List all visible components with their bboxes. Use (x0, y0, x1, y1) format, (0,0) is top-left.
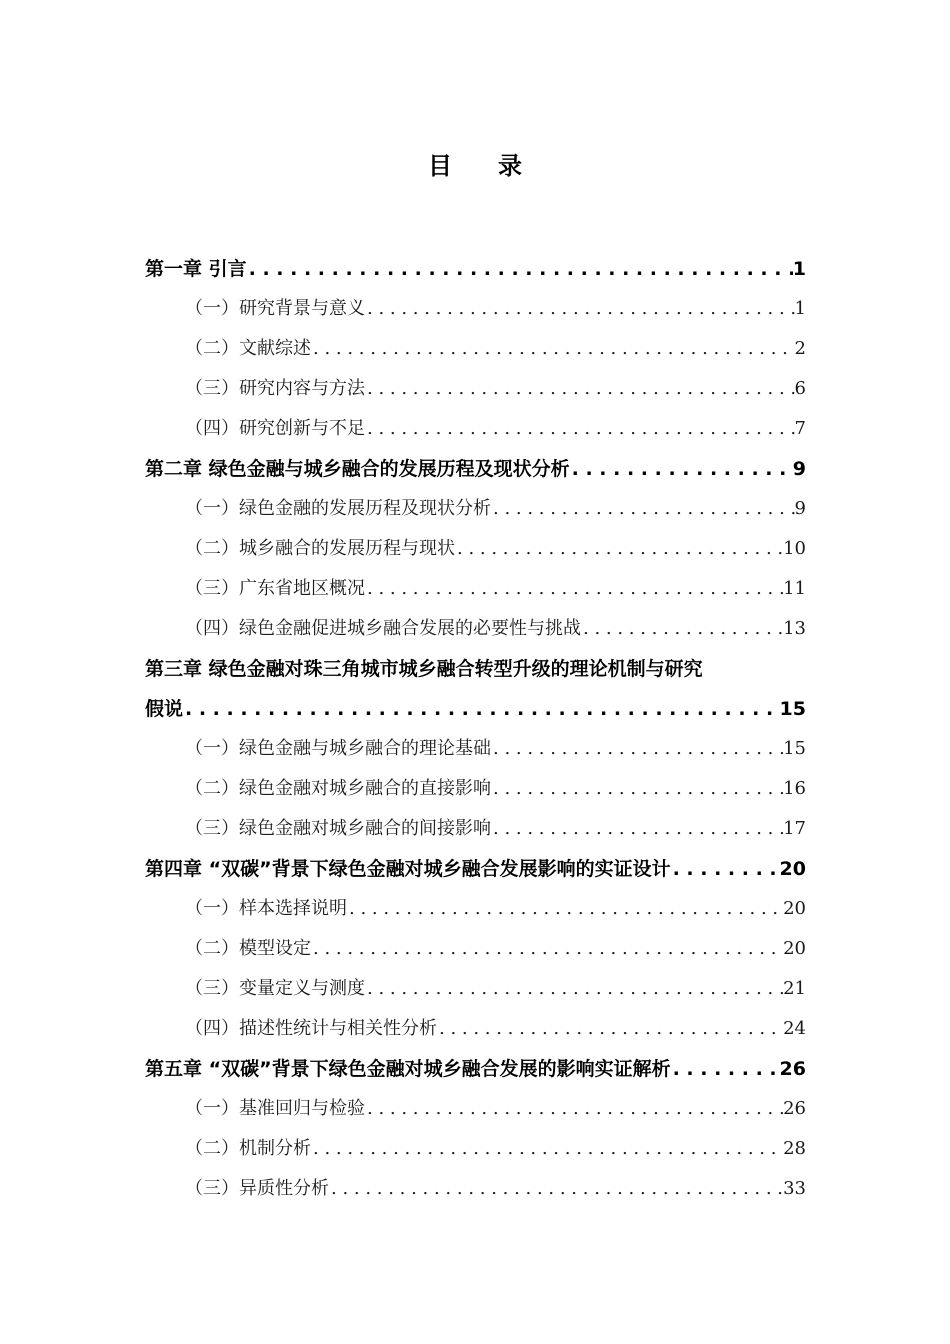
toc-title: 目录 (428, 152, 568, 180)
toc-entry-label: （三）研究内容与方法 (185, 378, 365, 399)
toc-entry-section[interactable] (145, 324, 806, 364)
toc-entry-page: 28 (783, 1138, 806, 1159)
toc-entry-page: 21 (783, 978, 806, 999)
toc-entry-label: （四）描述性统计与相关性分析 (185, 1018, 437, 1039)
dot-leader (491, 734, 783, 764)
toc-entry-page: 9 (794, 498, 806, 519)
toc-entry-label: （三）绿色金融对城乡融合的间接影响 (185, 818, 491, 839)
toc-entry-label: 第三章 绿色金融对珠三角城市城乡融合转型升级的理论机制与研究 (145, 658, 703, 680)
toc-entry-page: 6 (794, 378, 806, 399)
toc-entry-label: 第二章 绿色金融与城乡融合的发展历程及现状分析 (145, 458, 570, 480)
dot-leader (365, 294, 795, 324)
toc-entry-section[interactable] (145, 1164, 806, 1204)
dot-leader (581, 614, 783, 644)
toc-entry-page: 11 (783, 578, 806, 599)
toc-entry-section[interactable] (145, 924, 806, 964)
toc-entry-label: （一）绿色金融与城乡融合的理论基础 (185, 738, 491, 759)
toc-list (145, 244, 806, 1204)
toc-entry-section[interactable] (145, 1124, 806, 1164)
toc-entry-page: 26 (783, 1098, 806, 1119)
toc-entry-chapter-2[interactable] (145, 444, 806, 484)
toc-entry-page: 15 (783, 738, 806, 759)
toc-entry-page: 20 (779, 858, 806, 880)
toc-entry-label: 第四章 “双碳”背景下绿色金融对城乡融合发展影响的实证设计 (145, 858, 671, 880)
toc-entry-label: （二）模型设定 (185, 938, 311, 959)
dot-leader (570, 454, 793, 484)
toc-entry-label: （四）绿色金融促进城乡融合发展的必要性与挑战 (185, 618, 581, 639)
toc-entry-label: （三）变量定义与测度 (185, 978, 365, 999)
toc-entry-label: （一）基准回归与检验 (185, 1098, 365, 1119)
toc-entry-label: （一）绿色金融的发展历程及现状分析 (185, 498, 491, 519)
toc-entry-page: 33 (783, 1178, 806, 1199)
dot-leader (491, 814, 783, 844)
toc-entry-page: 16 (783, 778, 806, 799)
toc-entry-page: 13 (783, 618, 806, 639)
dot-leader (491, 494, 795, 524)
dot-leader (671, 1054, 780, 1084)
toc-entry-section[interactable] (145, 884, 806, 924)
toc-entry-section[interactable] (145, 524, 806, 564)
toc-entry-label: （三）异质性分析 (185, 1178, 329, 1199)
toc-entry-chapter-4[interactable] (145, 844, 806, 884)
toc-entry-label: （一）样本选择说明 (185, 898, 347, 919)
toc-entry-section[interactable] (145, 364, 806, 404)
toc-entry-section[interactable] (145, 1004, 806, 1044)
toc-entry-label-continued: 假说 (145, 698, 184, 720)
toc-entry-section[interactable] (145, 724, 806, 764)
toc-entry-page: 7 (794, 418, 806, 439)
toc-entry-label: 第一章 引言 (145, 258, 247, 280)
toc-entry-section[interactable] (145, 964, 806, 1004)
toc-entry-section[interactable] (145, 564, 806, 604)
dot-leader (365, 974, 783, 1004)
toc-entry-page: 20 (783, 898, 806, 919)
toc-entry-page: 15 (779, 698, 806, 720)
toc-entry-section[interactable] (145, 804, 806, 844)
toc-entry-page: 20 (783, 938, 806, 959)
toc-entry-page: 1 (792, 258, 806, 280)
toc-entry-label: （三）广东省地区概况 (185, 578, 365, 599)
dot-leader (365, 374, 795, 404)
toc-entry-page: 24 (783, 1018, 806, 1039)
dot-leader (491, 774, 783, 804)
toc-entry-label: （二）绿色金融对城乡融合的直接影响 (185, 778, 491, 799)
toc-entry-page: 17 (783, 818, 806, 839)
toc-entry-chapter-3[interactable] (145, 644, 806, 684)
dot-leader (347, 894, 783, 924)
toc-entry-label: （二）机制分析 (185, 1138, 311, 1159)
dot-leader (247, 254, 793, 284)
toc-entry-page: 10 (783, 538, 806, 559)
dot-leader (437, 1014, 783, 1044)
dot-leader (311, 1134, 783, 1164)
dot-leader (365, 574, 783, 604)
toc-entry-page: 26 (779, 1058, 806, 1080)
dot-leader (365, 1094, 783, 1124)
dot-leader (329, 1174, 783, 1204)
dot-leader (311, 334, 795, 364)
toc-entry-section[interactable] (145, 284, 806, 324)
toc-entry-page: 9 (792, 458, 806, 480)
dot-leader (311, 934, 783, 964)
toc-entry-section[interactable] (145, 404, 806, 444)
toc-entry-chapter-5[interactable] (145, 1044, 806, 1084)
toc-entry-label: （四）研究创新与不足 (185, 418, 365, 439)
toc-entry-section[interactable] (145, 484, 806, 524)
toc-entry-label: （二）文献综述 (185, 338, 311, 359)
toc-entry-chapter-3-cont[interactable] (145, 684, 806, 724)
dot-leader (671, 854, 780, 884)
toc-entry-section[interactable] (145, 604, 806, 644)
toc-entry-section[interactable] (145, 764, 806, 804)
toc-entry-label: （一）研究背景与意义 (185, 298, 365, 319)
toc-entry-page: 2 (794, 338, 806, 359)
toc-entry-page: 1 (794, 298, 806, 319)
dot-leader (365, 414, 795, 444)
toc-entry-section[interactable] (145, 1084, 806, 1124)
toc-entry-chapter-1[interactable] (145, 244, 806, 284)
toc-entry-label: （二）城乡融合的发展历程与现状 (185, 538, 455, 559)
dot-leader (183, 694, 780, 724)
dot-leader (455, 534, 783, 564)
toc-entry-label: 第五章 “双碳”背景下绿色金融对城乡融合发展的影响实证解析 (145, 1058, 671, 1080)
